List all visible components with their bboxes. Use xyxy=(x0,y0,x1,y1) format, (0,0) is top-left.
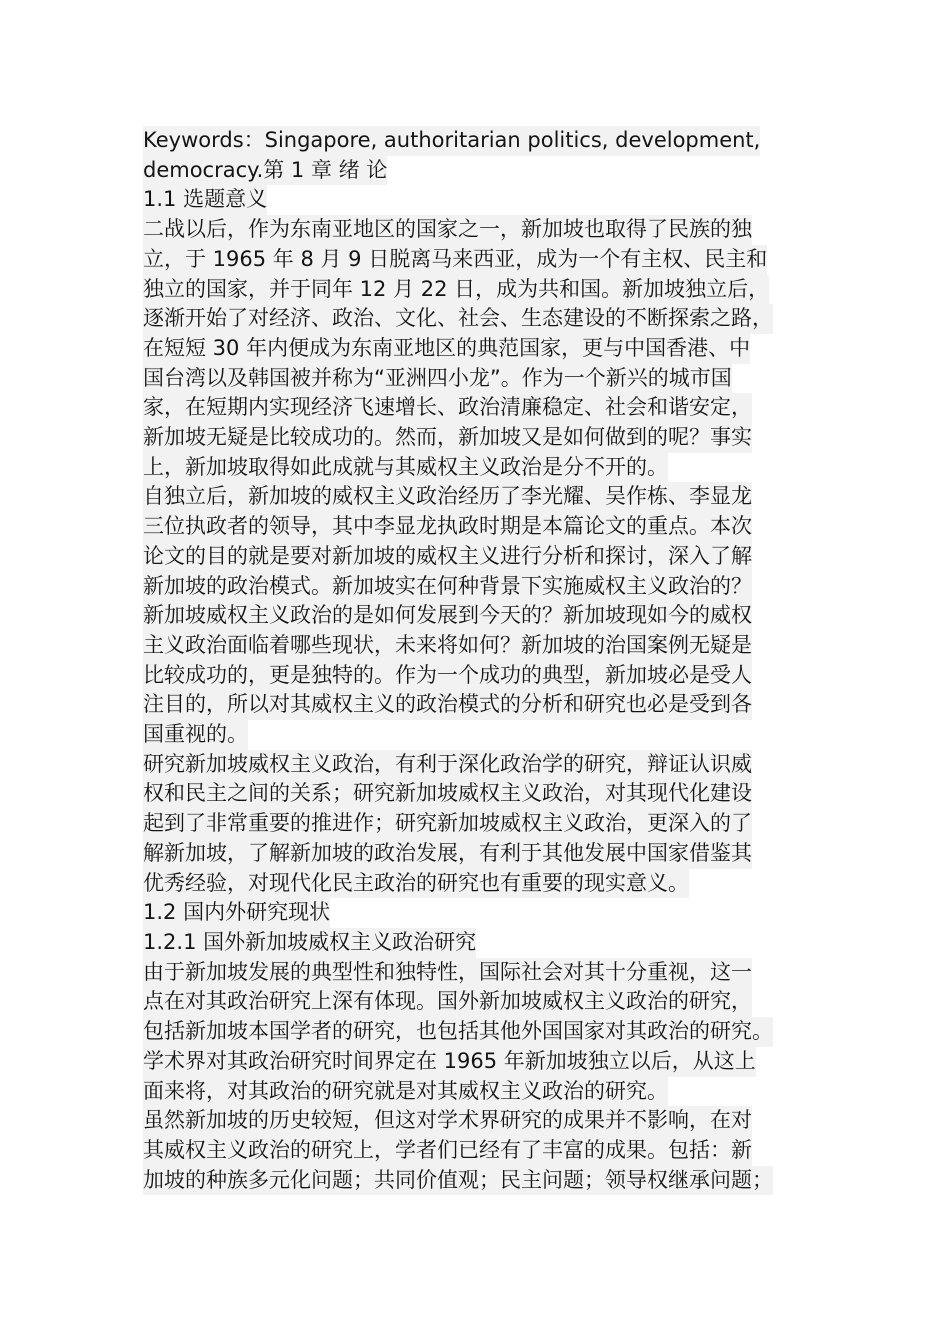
text-line: democracy.第 1 章 绪 论 xyxy=(143,156,387,186)
text-line: 在短短 30 年内便成为东南亚地区的典范国家，更与中国香港、中 xyxy=(143,334,750,364)
text-line: 新加坡的政治模式。新加坡实在何种背景下实施威权主义政治的？ xyxy=(143,572,752,602)
text-line: 独立的国家，并于同年 12 月 22 日，成为共和国。新加坡独立后， xyxy=(143,275,769,305)
section-heading xyxy=(143,898,815,928)
text-line: 解新加坡，了解新加坡的政治发展，有利于其他发展中国家借鉴其 xyxy=(143,839,752,869)
text-line: 新加坡无疑是比较成功的。然而，新加坡又是如何做到的呢？事实 xyxy=(143,423,752,453)
text-line: 上，新加坡取得如此成就与其威权主义政治是分不开的。 xyxy=(143,453,668,483)
text-line: 自独立后，新加坡的威权主义政治经历了李光耀、吴作栋、李显龙 xyxy=(143,482,752,512)
text-line: 家，在短期内实现经济飞速增长、政治清廉稳定、社会和谐安定， xyxy=(143,393,752,423)
text-line: 优秀经验，对现代化民主政治的研究也有重要的现实意义。 xyxy=(143,869,689,899)
paragraph xyxy=(143,1106,815,1195)
text-line: 研究新加坡威权主义政治，有利于深化政治学的研究，辩证认识威 xyxy=(143,750,752,780)
keywords-line xyxy=(143,126,815,185)
text-line: 逐渐开始了对经济、政治、文化、社会、生态建设的不断探索之路， xyxy=(143,304,773,334)
text-line: 包括新加坡本国学者的研究，也包括其他外国国家对其政治的研究。 xyxy=(143,1017,773,1047)
text-line: Keywords：Singapore, authoritarian politics, development, xyxy=(143,126,760,156)
paragraph xyxy=(143,482,815,749)
paragraph xyxy=(143,750,815,899)
text-line: 起到了非常重要的推进作；研究新加坡威权主义政治，更深入的了 xyxy=(143,809,752,839)
text-line: 由于新加坡发展的典型性和独特性，国际社会对其十分重视，这一 xyxy=(143,958,752,988)
text-line: 虽然新加坡的历史较短，但这对学术界研究的成果并不影响，在对 xyxy=(143,1106,752,1136)
paragraph xyxy=(143,958,815,1107)
text-line: 权和民主之间的关系；研究新加坡威权主义政治，对其现代化建设 xyxy=(143,779,752,809)
text-line: 学术界对其政治研究时间界定在 1965 年新加坡独立以后，从这上 xyxy=(143,1047,756,1077)
text-line: 立，于 1965 年 8 月 9 日脱离马来西亚，成为一个有主权、民主和 xyxy=(143,245,767,275)
document-body xyxy=(143,126,815,1195)
text-line: 国台湾以及韩国被并称为“亚洲四小龙”。作为一个新兴的城市国 xyxy=(143,364,732,394)
text-line: 主义政治面临着哪些现状，未来将如何？新加坡的治国案例无疑是 xyxy=(143,631,752,661)
text-line: 加坡的种族多元化问题；共同价值观；民主问题；领导权继承问题； xyxy=(143,1166,773,1196)
text-line: 1.2.1 国外新加坡威权主义政治研究 xyxy=(143,928,476,958)
text-line: 三位执政者的领导，其中李显龙执政时期是本篇论文的重点。本次 xyxy=(143,512,752,542)
text-line: 比较成功的，更是独特的。作为一个成功的典型，新加坡必是受人 xyxy=(143,661,752,691)
text-line: 新加坡威权主义政治的是如何发展到今天的？新加坡现如今的威权 xyxy=(143,601,752,631)
text-line: 点在对其政治研究上深有体现。国外新加坡威权主义政治的研究， xyxy=(143,987,752,1017)
text-line: 二战以后，作为东南亚地区的国家之一，新加坡也取得了民族的独 xyxy=(143,215,752,245)
text-line: 论文的目的就是要对新加坡的威权主义进行分析和探讨，深入了解 xyxy=(143,542,752,572)
text-line: 其威权主义政治的研究上，学者们已经有了丰富的成果。包括：新 xyxy=(143,1136,752,1166)
text-line: 1.2 国内外研究现状 xyxy=(143,898,330,928)
text-line: 国重视的。 xyxy=(143,720,248,750)
paragraph xyxy=(143,215,815,482)
text-line: 1.1 选题意义 xyxy=(143,185,267,215)
text-line: 注目的，所以对其威权主义的政治模式的分析和研究也必是受到各 xyxy=(143,690,752,720)
subsection-heading xyxy=(143,928,815,958)
section-heading xyxy=(143,185,815,215)
text-line: 面来将，对其政治的研究就是对其威权主义政治的研究。 xyxy=(143,1077,668,1107)
